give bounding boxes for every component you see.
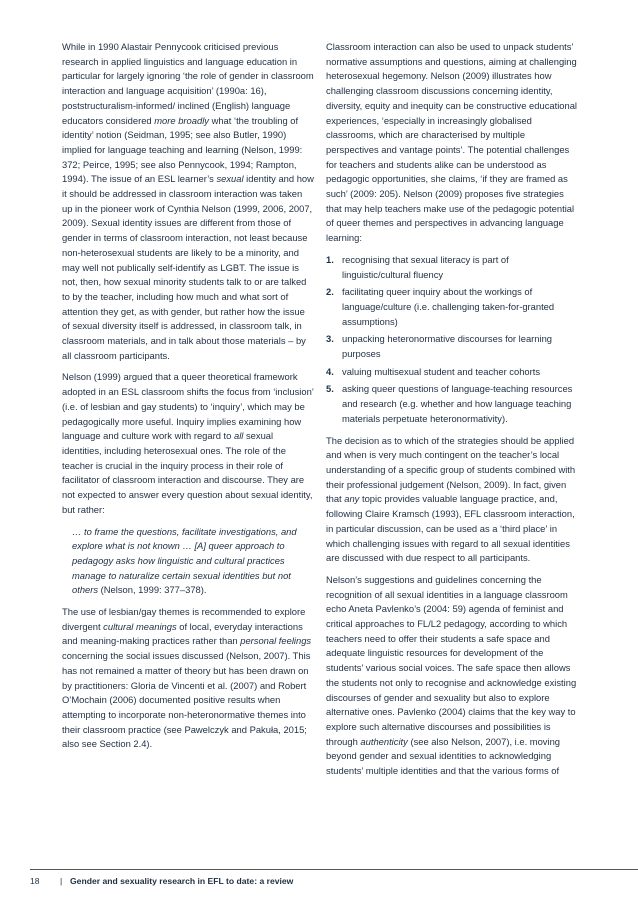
footer-separator: | — [60, 876, 63, 886]
page-number: 18 — [30, 876, 40, 886]
right-paragraph-2 — [326, 434, 578, 566]
text-run: (see also Nelson, 2007), i.e. moving beyond gender and sexual identities to acknowledging students’ multiple identities and that the various forms of — [326, 735, 561, 777]
list-item — [326, 382, 578, 426]
list-item — [326, 285, 578, 329]
text-run: topic provides valuable language practice, and, following Claire Kramsch (1993), EFL classroom interaction, in particular discussion, can be used as a ‘third place’ in which challenging issues with regard to all sexual identities are discussed with due respect to all participants. — [326, 493, 575, 564]
strategies-list — [326, 253, 578, 427]
text-run: Nelson (1999) argued that a queer theoretical framework adopted in an ESL classroom shifts the focus from ‘inclusion’ (i.e. of lesbian and gay students) to ‘inquiry’, which may be pedagogically more useful. Inquiry implies examining how language and culture work with regard to — [62, 371, 314, 442]
list-text: unpacking heteronormative discourses for learning purposes — [342, 333, 553, 360]
left-paragraph-2 — [62, 370, 314, 517]
text-run: of local, everyday interactions and meaning-making practices rather than — [62, 620, 303, 647]
left-paragraph-1 — [62, 40, 314, 363]
right-paragraph-3 — [326, 573, 578, 779]
text-run: concerning the social issues discussed (Nelson, 2007). This has not remained a matter of theory but has been drawn on by practitioners: Gloria de Vincenti et al. (2007) and Robert O’Mochain (2006) documented positive results when attempting to incorporate non-heteronormative themes into their classroom practice (see Pawelczyk and Pakuła, 2015; also see Section 2.4). — [62, 650, 311, 750]
text-run: Nelson’s suggestions and guidelines concerning the recognition of all sexual identities in a language classroom echo Aneta Pavlenko’s (2004: 59) agenda of feminist and critical approaches to FL/L2 pedagogy, according to which teachers need to offer their students a safe space and adequate linguistic resources for development of the students’ various social voices. The safe space then allows the students not only to recognise and acknowledge existing discourses of gender and sexuality but also to explore alternative ones. Pavlenko (2004) claims that the key way to explore such alternative discourses and possibilities is through — [326, 573, 577, 747]
text-run: The decision as to which of the strategies should be applied and when is very much contingent on the teacher’s local understanding of a specific group of students combined with their professional judgement (Nelson, 2009). In fact, given that — [326, 434, 576, 505]
list-item — [326, 332, 578, 361]
list-text: valuing multisexual student and teacher cohorts — [342, 365, 541, 377]
italic-text-run: more broadly — [154, 114, 209, 126]
italic-text-run: … to frame the questions, facilitate investigations, and explore what is not known … [A] queer approach to pedagogy asks how linguistic and cultural practices manage to naturalize certain sexual identities but not others — [72, 525, 297, 596]
list-number: 1. — [326, 253, 334, 265]
footer-title: Gender and sexuality research in EFL to date: a review — [70, 876, 294, 886]
text-run: The use of lesbian/gay themes is recommended to explore divergent — [62, 606, 306, 632]
page-footer — [30, 869, 638, 888]
list-number: 3. — [326, 333, 334, 345]
right-paragraph-1 — [326, 40, 578, 246]
text-run: Classroom interaction can also be used to unpack students’ normative assumptions and questions, aiming at challenging heterosexual hegemony. Nelson (2009) illustrates how challenging classroom discussions concerning identity, diversity, equity and inequity can be constructive educational experiences, ‘especially in increasingly globalised classrooms, which are characterised by multiple perspectives and vantage points’. The potential challenges for teachers and students alike can be understood as pedagogic opportunities, she claims, ‘if they are framed as such’ (2009: 205). Nelson (2009) proposes five strategies that may help teachers make use of the pedagogic potential of queer themes and perspectives in advancing language learning: — [326, 41, 578, 244]
italic-text-run: cultural meanings — [103, 620, 177, 632]
italic-text-run: authenticity — [360, 735, 408, 747]
list-item — [326, 365, 578, 380]
list-item — [326, 253, 578, 282]
italic-text-run: sexual — [216, 173, 244, 185]
list-number: 2. — [326, 286, 334, 298]
italic-text-run: all — [233, 430, 244, 442]
list-number: 5. — [326, 383, 334, 395]
block-quote — [72, 525, 314, 599]
list-text: recognising that sexual literacy is part of linguistic/cultural fluency — [342, 253, 509, 280]
italic-text-run: any — [344, 493, 360, 505]
text-run: While in 1990 Alastair Pennycook criticised previous research in applied linguistics and language education in particular for largely ignoring ‘the role of gender in classroom interaction and language acquisition’ (1990a: 16), poststructuralism-informed/ inclined (English) language educators considered — [62, 41, 314, 126]
text-run: sexual identities, including heterosexual ones. The role of the teacher is crucial in the inquiry process in their role of facilitator of classroom interaction and discourse. They are not expected to answer every question about sexual identity, but rather: — [62, 430, 313, 515]
left-column — [62, 40, 314, 759]
list-text: asking queer questions of language-teaching resources and research (e.g. whether and how language teaching materials perpetuate heteronormativity). — [342, 383, 573, 424]
text-run: (Nelson, 1999: 377–378). — [98, 584, 207, 596]
left-paragraph-3 — [62, 605, 314, 752]
italic-text-run: personal feelings — [240, 635, 312, 647]
text-run: identity and how it should be addressed in classroom interaction was taken up in the pioneer work of Cynthia Nelson (1999, 2006, 2007, 2009). Sexual identity issues are different from those of gender in terms of classroom interaction, not least because non-heterosexual students are likely to be a minority, and may well not publically self-identify as LGBT. The issue is not, then, how sexual minority students talk to or are talked to by the teacher, including how much and what sort of attention they get, as with gender, but rather how the issue of sexual diversity itself is addressed, in classroom talk, in classroom materials, and in talk about those materials – by all classroom participants. — [62, 173, 314, 361]
list-number: 4. — [326, 365, 334, 377]
right-column — [326, 40, 578, 786]
text-run: what ‘the troubling of identity’ notion (Seidman, 1995; see also Butler, 1990) implied for language teaching and learning (Nelson, 1999: 372; Peirce, 1995; see also Pennycook, 1994; Rampton, 1994). The issue of an ESL learner’s — [62, 114, 303, 185]
list-text: facilitating queer inquiry about the workings of language/culture (i.e. challenging taken-for-granted assumptions) — [342, 286, 555, 327]
